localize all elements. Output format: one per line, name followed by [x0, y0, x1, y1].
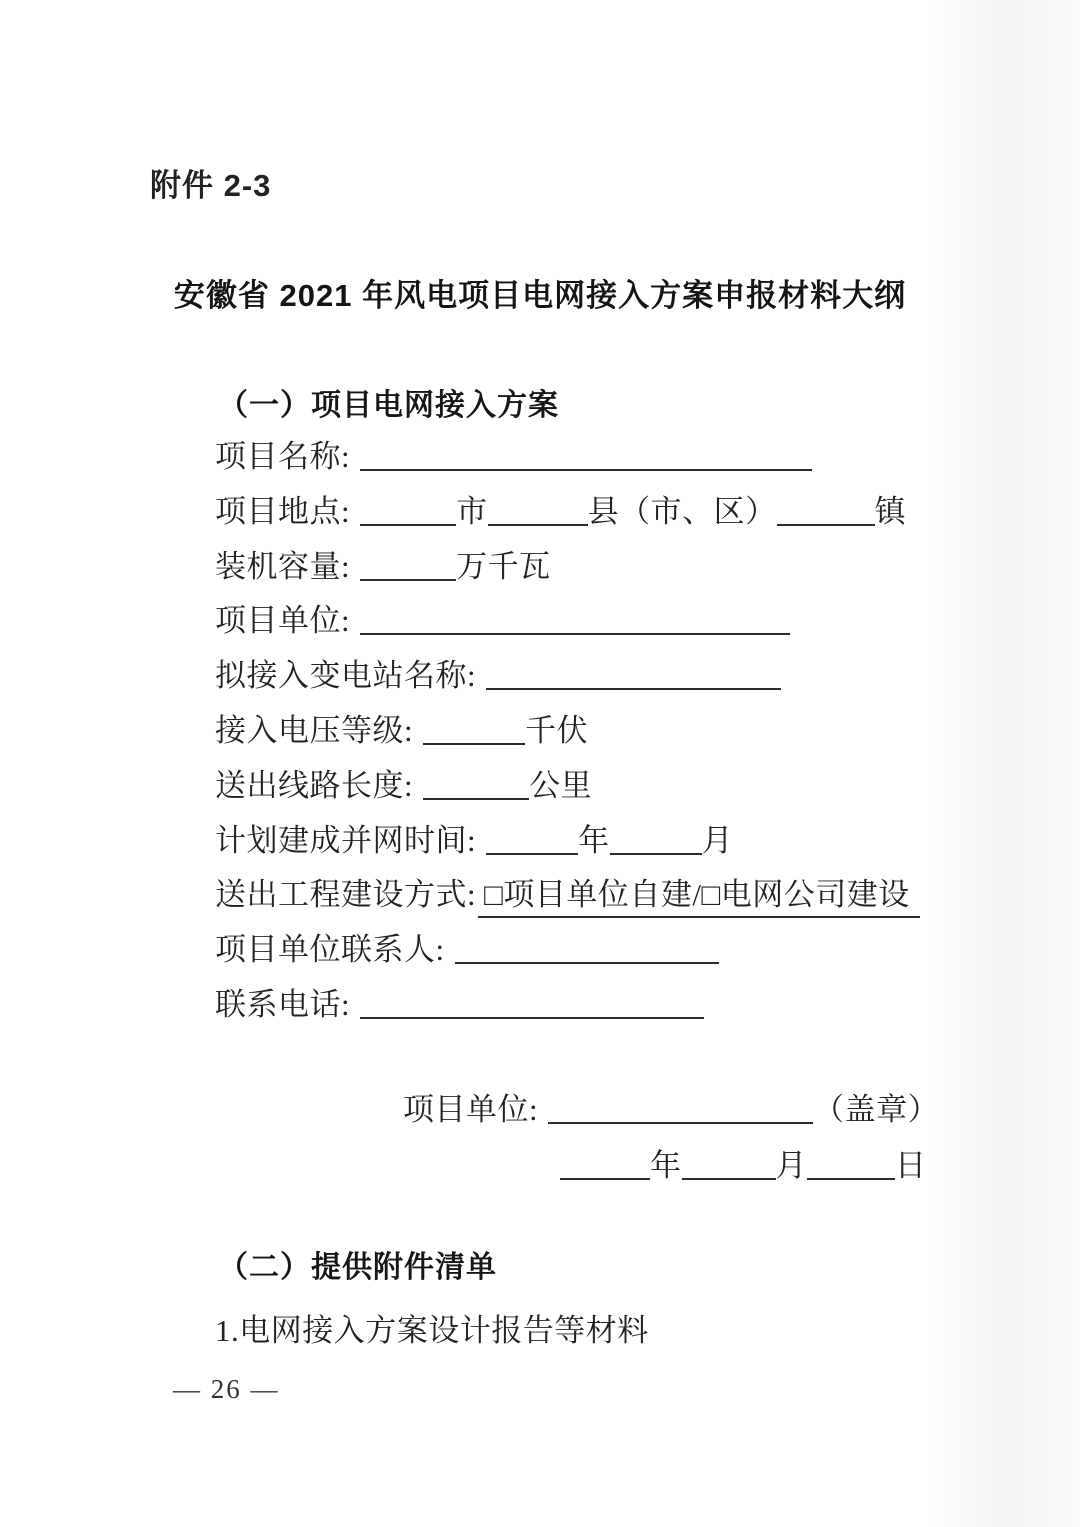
field-installed-capacity-unit: 万千瓦	[456, 548, 551, 584]
page-number: — 26 —	[173, 1374, 280, 1404]
field-location-town-blank[interactable]	[777, 494, 875, 526]
date-month-label: 月	[775, 1148, 807, 1183]
field-project-location-label: 项目地点:	[215, 493, 351, 529]
signature-date-line	[560, 1138, 939, 1194]
field-project-location	[215, 485, 975, 540]
field-contact-phone	[215, 978, 975, 1033]
document-title: 安徽省 2021 年风电项目电网接入方案申报材料大纲	[173, 278, 907, 313]
attachment-label: 附件 2-3	[150, 168, 272, 203]
field-substation-name	[215, 649, 975, 704]
field-voltage-level	[215, 704, 975, 759]
field-grid-time	[215, 814, 975, 869]
field-grid-time-month-suffix: 月	[701, 822, 734, 858]
field-voltage-level-label: 接入电压等级:	[215, 712, 414, 748]
field-line-length-unit: 公里	[529, 767, 593, 803]
field-grid-time-year-blank[interactable]	[486, 823, 578, 855]
field-grid-time-year-suffix: 年	[578, 822, 610, 858]
date-month-blank[interactable]	[682, 1148, 776, 1180]
field-installed-capacity-label: 装机容量:	[215, 548, 351, 584]
field-line-length-blank[interactable]	[423, 768, 529, 800]
field-line-length	[215, 759, 975, 814]
field-contact-phone-blank[interactable]	[360, 987, 704, 1019]
field-installed-capacity-blank[interactable]	[360, 549, 456, 581]
section-one-heading: （一）项目电网接入方案	[218, 389, 559, 422]
field-voltage-level-unit: 千伏	[525, 712, 589, 748]
signature-unit-line	[403, 1082, 939, 1138]
field-contact-person-blank[interactable]	[455, 932, 719, 964]
field-voltage-level-blank[interactable]	[423, 713, 525, 745]
field-project-name-blank[interactable]	[360, 439, 812, 471]
field-project-unit	[215, 594, 975, 649]
field-grid-time-month-blank[interactable]	[610, 823, 702, 855]
signature-seal-label: （盖章）	[813, 1092, 940, 1127]
field-construction-mode-label: 送出工程建设方式:	[215, 877, 477, 913]
field-contact-person	[215, 923, 975, 978]
signature-block	[403, 1082, 939, 1194]
field-substation-name-blank[interactable]	[486, 658, 781, 690]
signature-unit-blank[interactable]	[548, 1092, 813, 1124]
option-self-build-label: 项目单位自建	[503, 877, 693, 913]
field-project-name-label: 项目名称:	[215, 439, 351, 474]
field-location-city-blank[interactable]	[360, 494, 456, 526]
option-grid-build-label: 电网公司建设	[720, 877, 910, 913]
field-location-county-suffix: 县（市、区）	[587, 493, 777, 529]
application-form	[215, 430, 975, 1033]
section-two-heading: （二）提供附件清单	[218, 1251, 497, 1284]
field-line-length-label: 送出线路长度:	[215, 767, 414, 803]
field-construction-mode	[215, 868, 975, 923]
checkbox-self-build-icon[interactable]: □	[484, 877, 504, 913]
checkbox-grid-build-icon[interactable]: □	[701, 877, 721, 913]
field-location-town-suffix: 镇	[874, 493, 907, 529]
field-grid-time-label: 计划建成并网时间:	[215, 822, 477, 858]
field-project-unit-label: 项目单位:	[215, 603, 351, 639]
field-project-name	[215, 430, 975, 485]
field-substation-name-label: 拟接入变电站名称:	[215, 658, 477, 694]
signature-unit-label: 项目单位:	[403, 1092, 539, 1127]
attachment-list-item-1: 1.电网接入方案设计报告等材料	[215, 1313, 649, 1348]
field-location-city-suffix: 市	[456, 493, 488, 529]
field-contact-person-label: 项目单位联系人:	[215, 932, 445, 968]
date-year-label: 年	[650, 1148, 682, 1183]
construction-mode-options	[478, 877, 920, 918]
field-project-unit-blank[interactable]	[360, 603, 790, 635]
options-separator: /	[692, 877, 702, 913]
field-contact-phone-label: 联系电话:	[215, 986, 351, 1022]
date-day-label: 日	[895, 1148, 927, 1183]
field-location-county-blank[interactable]	[488, 494, 588, 526]
date-year-blank[interactable]	[560, 1148, 650, 1180]
date-day-blank[interactable]	[807, 1148, 895, 1180]
field-installed-capacity	[215, 540, 975, 595]
